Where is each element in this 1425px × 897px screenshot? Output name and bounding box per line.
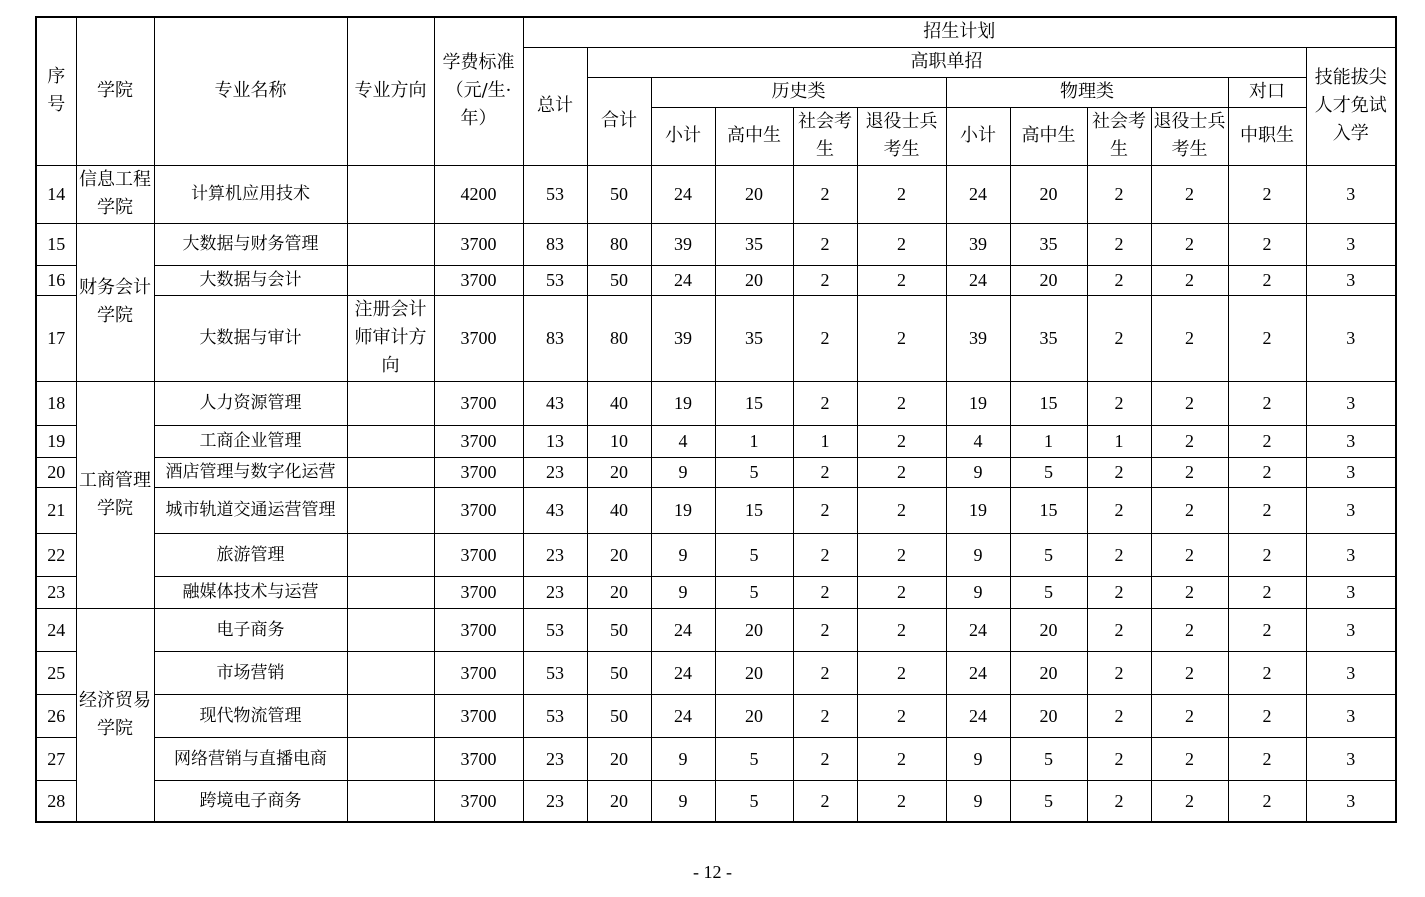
header-physics-subtotal: 小计 (946, 107, 1010, 165)
row-p-vet: 2 (1151, 737, 1228, 780)
header-counterpart: 对口 (1228, 77, 1306, 107)
row-p-soc: 2 (1087, 223, 1151, 265)
row-skill: 3 (1306, 425, 1396, 457)
row-p-soc: 2 (1087, 381, 1151, 425)
row-voc: 2 (1228, 533, 1306, 576)
row-seq: 26 (36, 694, 76, 737)
row-p-sub: 24 (946, 694, 1010, 737)
table-row (36, 457, 1396, 487)
row-h-vet: 2 (857, 694, 946, 737)
header-vocational: 中职生 (1228, 107, 1306, 165)
row-h-vet: 2 (857, 425, 946, 457)
row-direction (347, 651, 434, 694)
row-direction (347, 223, 434, 265)
row-major: 现代物流管理 (154, 694, 347, 737)
row-h-vet: 2 (857, 381, 946, 425)
header-plan: 招生计划 (523, 17, 1396, 47)
row-voc: 2 (1228, 295, 1306, 381)
row-sum: 40 (587, 381, 651, 425)
header-physics-highschool: 高中生 (1010, 107, 1087, 165)
row-p-vet: 2 (1151, 576, 1228, 608)
row-sum: 50 (587, 694, 651, 737)
row-p-soc: 2 (1087, 694, 1151, 737)
row-seq: 23 (36, 576, 76, 608)
row-p-hs: 35 (1010, 295, 1087, 381)
header-history-highschool: 高中生 (715, 107, 793, 165)
row-fee: 3700 (434, 265, 523, 295)
row-major: 电子商务 (154, 608, 347, 651)
header-history-social: 社会考生 (793, 107, 857, 165)
table-row (36, 165, 1396, 223)
row-direction (347, 694, 434, 737)
row-sum: 50 (587, 651, 651, 694)
row-fee: 3700 (434, 608, 523, 651)
row-h-sub: 24 (651, 165, 715, 223)
row-p-soc: 2 (1087, 457, 1151, 487)
row-fee: 3700 (434, 223, 523, 265)
row-sum: 80 (587, 223, 651, 265)
row-voc: 2 (1228, 576, 1306, 608)
row-h-soc: 1 (793, 425, 857, 457)
table-row (36, 223, 1396, 265)
row-p-sub: 19 (946, 381, 1010, 425)
college-cell: 工商管理学院 (76, 381, 154, 608)
row-h-sub: 24 (651, 608, 715, 651)
row-p-vet: 2 (1151, 381, 1228, 425)
row-h-soc: 2 (793, 576, 857, 608)
header-physics: 物理类 (946, 77, 1228, 107)
row-h-sub: 9 (651, 780, 715, 822)
row-fee: 3700 (434, 295, 523, 381)
row-direction (347, 381, 434, 425)
row-h-soc: 2 (793, 295, 857, 381)
row-p-hs: 5 (1010, 780, 1087, 822)
row-major: 人力资源管理 (154, 381, 347, 425)
row-p-vet: 2 (1151, 223, 1228, 265)
table-row (36, 295, 1396, 381)
row-p-soc: 2 (1087, 487, 1151, 533)
row-fee: 3700 (434, 780, 523, 822)
row-total: 13 (523, 425, 587, 457)
row-total: 23 (523, 457, 587, 487)
row-p-sub: 9 (946, 457, 1010, 487)
row-total: 83 (523, 223, 587, 265)
row-p-sub: 39 (946, 223, 1010, 265)
row-p-vet: 2 (1151, 487, 1228, 533)
row-p-sub: 9 (946, 737, 1010, 780)
row-p-sub: 39 (946, 295, 1010, 381)
row-voc: 2 (1228, 780, 1306, 822)
row-h-soc: 2 (793, 487, 857, 533)
row-p-hs: 5 (1010, 576, 1087, 608)
row-p-vet: 2 (1151, 780, 1228, 822)
row-h-soc: 2 (793, 223, 857, 265)
row-sum: 50 (587, 608, 651, 651)
row-p-hs: 20 (1010, 165, 1087, 223)
row-h-vet: 2 (857, 533, 946, 576)
header-total: 总计 (523, 47, 587, 165)
row-p-vet: 2 (1151, 265, 1228, 295)
row-total: 53 (523, 608, 587, 651)
row-h-vet: 2 (857, 608, 946, 651)
row-seq: 27 (36, 737, 76, 780)
row-h-vet: 2 (857, 651, 946, 694)
row-h-sub: 24 (651, 265, 715, 295)
row-major: 城市轨道交通运营管理 (154, 487, 347, 533)
row-h-sub: 39 (651, 295, 715, 381)
row-h-soc: 2 (793, 265, 857, 295)
table-row (36, 533, 1396, 576)
row-fee: 3700 (434, 651, 523, 694)
row-major: 大数据与财务管理 (154, 223, 347, 265)
row-h-sub: 24 (651, 694, 715, 737)
college-cell: 信息工程学院 (76, 165, 154, 223)
row-h-vet: 2 (857, 780, 946, 822)
row-p-soc: 2 (1087, 533, 1151, 576)
row-p-sub: 19 (946, 487, 1010, 533)
college-cell: 财务会计学院 (76, 223, 154, 381)
row-fee: 3700 (434, 694, 523, 737)
row-p-hs: 1 (1010, 425, 1087, 457)
row-skill: 3 (1306, 780, 1396, 822)
row-voc: 2 (1228, 265, 1306, 295)
page-number: - 12 - (693, 862, 732, 882)
row-total: 23 (523, 533, 587, 576)
row-total: 53 (523, 265, 587, 295)
header-college: 学院 (76, 17, 154, 165)
row-h-vet: 2 (857, 737, 946, 780)
row-direction (347, 457, 434, 487)
row-p-vet: 2 (1151, 651, 1228, 694)
row-major: 工商企业管理 (154, 425, 347, 457)
row-h-hs: 20 (715, 608, 793, 651)
college-cell: 经济贸易学院 (76, 608, 154, 822)
row-p-vet: 2 (1151, 295, 1228, 381)
row-h-hs: 20 (715, 265, 793, 295)
row-direction (347, 576, 434, 608)
row-p-hs: 20 (1010, 694, 1087, 737)
row-p-sub: 24 (946, 608, 1010, 651)
row-major: 大数据与审计 (154, 295, 347, 381)
row-p-sub: 24 (946, 165, 1010, 223)
row-sum: 50 (587, 165, 651, 223)
row-h-vet: 2 (857, 576, 946, 608)
row-fee: 3700 (434, 381, 523, 425)
row-h-sub: 19 (651, 487, 715, 533)
row-direction: 注册会计师审计方向 (347, 295, 434, 381)
row-fee: 4200 (434, 165, 523, 223)
row-p-vet: 2 (1151, 533, 1228, 576)
row-h-hs: 5 (715, 780, 793, 822)
row-direction (347, 425, 434, 457)
row-h-sub: 9 (651, 576, 715, 608)
row-direction (347, 165, 434, 223)
row-seq: 28 (36, 780, 76, 822)
header-physics-veteran: 退役士兵考生 (1151, 107, 1228, 165)
row-h-vet: 2 (857, 265, 946, 295)
row-sum: 20 (587, 780, 651, 822)
row-h-hs: 15 (715, 381, 793, 425)
row-skill: 3 (1306, 457, 1396, 487)
row-seq: 19 (36, 425, 76, 457)
row-voc: 2 (1228, 457, 1306, 487)
row-h-soc: 2 (793, 381, 857, 425)
header-history-subtotal: 小计 (651, 107, 715, 165)
row-seq: 22 (36, 533, 76, 576)
row-p-sub: 9 (946, 533, 1010, 576)
row-sum: 20 (587, 576, 651, 608)
row-voc: 2 (1228, 487, 1306, 533)
row-p-soc: 2 (1087, 737, 1151, 780)
row-skill: 3 (1306, 295, 1396, 381)
row-direction (347, 608, 434, 651)
row-voc: 2 (1228, 737, 1306, 780)
header-fee: 学费标准（元/生·年） (434, 17, 523, 165)
row-h-soc: 2 (793, 651, 857, 694)
row-h-soc: 2 (793, 608, 857, 651)
row-p-vet: 2 (1151, 425, 1228, 457)
row-skill: 3 (1306, 487, 1396, 533)
row-h-hs: 5 (715, 576, 793, 608)
table-row (36, 381, 1396, 425)
table-row (36, 780, 1396, 822)
row-voc: 2 (1228, 165, 1306, 223)
header-single-admission: 高职单招 (587, 47, 1306, 77)
row-seq: 21 (36, 487, 76, 533)
row-major: 网络营销与直播电商 (154, 737, 347, 780)
row-h-hs: 1 (715, 425, 793, 457)
row-p-sub: 24 (946, 265, 1010, 295)
row-skill: 3 (1306, 576, 1396, 608)
row-total: 23 (523, 780, 587, 822)
row-h-soc: 2 (793, 165, 857, 223)
table-row (36, 576, 1396, 608)
row-h-vet: 2 (857, 223, 946, 265)
row-h-hs: 35 (715, 295, 793, 381)
table-row (36, 425, 1396, 457)
row-direction (347, 737, 434, 780)
table-row (36, 265, 1396, 295)
row-voc: 2 (1228, 651, 1306, 694)
header-major: 专业名称 (154, 17, 347, 165)
row-p-vet: 2 (1151, 608, 1228, 651)
row-p-sub: 4 (946, 425, 1010, 457)
row-direction (347, 487, 434, 533)
row-sum: 20 (587, 533, 651, 576)
header-sum: 合计 (587, 77, 651, 165)
row-h-sub: 4 (651, 425, 715, 457)
row-p-soc: 2 (1087, 265, 1151, 295)
row-seq: 15 (36, 223, 76, 265)
row-skill: 3 (1306, 694, 1396, 737)
row-major: 旅游管理 (154, 533, 347, 576)
row-major: 大数据与会计 (154, 265, 347, 295)
row-p-hs: 20 (1010, 608, 1087, 651)
row-direction (347, 780, 434, 822)
row-voc: 2 (1228, 694, 1306, 737)
row-p-soc: 1 (1087, 425, 1151, 457)
row-p-vet: 2 (1151, 165, 1228, 223)
row-total: 53 (523, 165, 587, 223)
row-h-sub: 19 (651, 381, 715, 425)
row-major: 融媒体技术与运营 (154, 576, 347, 608)
row-fee: 3700 (434, 737, 523, 780)
row-skill: 3 (1306, 223, 1396, 265)
row-p-hs: 15 (1010, 381, 1087, 425)
row-major: 跨境电子商务 (154, 780, 347, 822)
row-h-hs: 20 (715, 651, 793, 694)
row-p-hs: 20 (1010, 651, 1087, 694)
row-seq: 14 (36, 165, 76, 223)
row-h-soc: 2 (793, 780, 857, 822)
row-p-hs: 35 (1010, 223, 1087, 265)
row-major: 计算机应用技术 (154, 165, 347, 223)
row-h-hs: 20 (715, 165, 793, 223)
header-physics-social: 社会考生 (1087, 107, 1151, 165)
row-total: 83 (523, 295, 587, 381)
row-h-vet: 2 (857, 165, 946, 223)
row-voc: 2 (1228, 381, 1306, 425)
table-row (36, 608, 1396, 651)
row-direction (347, 265, 434, 295)
row-h-soc: 2 (793, 694, 857, 737)
row-seq: 20 (36, 457, 76, 487)
row-sum: 10 (587, 425, 651, 457)
row-p-soc: 2 (1087, 651, 1151, 694)
row-seq: 25 (36, 651, 76, 694)
row-p-soc: 2 (1087, 165, 1151, 223)
row-seq: 24 (36, 608, 76, 651)
row-major: 酒店管理与数字化运营 (154, 457, 347, 487)
row-p-hs: 5 (1010, 533, 1087, 576)
row-p-vet: 2 (1151, 457, 1228, 487)
row-h-hs: 5 (715, 457, 793, 487)
row-h-soc: 2 (793, 737, 857, 780)
row-major: 市场营销 (154, 651, 347, 694)
row-total: 23 (523, 576, 587, 608)
row-sum: 40 (587, 487, 651, 533)
row-h-sub: 9 (651, 533, 715, 576)
row-voc: 2 (1228, 425, 1306, 457)
row-h-sub: 24 (651, 651, 715, 694)
row-seq: 18 (36, 381, 76, 425)
row-h-hs: 5 (715, 737, 793, 780)
row-voc: 2 (1228, 223, 1306, 265)
row-h-vet: 2 (857, 457, 946, 487)
row-seq: 17 (36, 295, 76, 381)
row-h-hs: 15 (715, 487, 793, 533)
row-total: 53 (523, 651, 587, 694)
row-p-sub: 9 (946, 780, 1010, 822)
table-row (36, 651, 1396, 694)
row-skill: 3 (1306, 165, 1396, 223)
row-h-sub: 39 (651, 223, 715, 265)
row-fee: 3700 (434, 487, 523, 533)
row-h-sub: 9 (651, 457, 715, 487)
row-h-vet: 2 (857, 295, 946, 381)
row-voc: 2 (1228, 608, 1306, 651)
header-history-veteran: 退役士兵考生 (857, 107, 946, 165)
row-sum: 20 (587, 457, 651, 487)
header-seq: 序号 (36, 17, 76, 165)
table-row (36, 694, 1396, 737)
row-total: 43 (523, 487, 587, 533)
row-sum: 20 (587, 737, 651, 780)
row-p-soc: 2 (1087, 780, 1151, 822)
row-h-hs: 20 (715, 694, 793, 737)
row-h-hs: 5 (715, 533, 793, 576)
row-total: 43 (523, 381, 587, 425)
header-history: 历史类 (651, 77, 946, 107)
enrollment-plan-table (35, 16, 1397, 823)
row-skill: 3 (1306, 608, 1396, 651)
row-p-vet: 2 (1151, 694, 1228, 737)
row-skill: 3 (1306, 651, 1396, 694)
row-p-sub: 9 (946, 576, 1010, 608)
row-total: 23 (523, 737, 587, 780)
row-skill: 3 (1306, 737, 1396, 780)
row-p-hs: 20 (1010, 265, 1087, 295)
row-h-sub: 9 (651, 737, 715, 780)
row-p-soc: 2 (1087, 608, 1151, 651)
row-p-hs: 5 (1010, 737, 1087, 780)
row-h-soc: 2 (793, 457, 857, 487)
row-fee: 3700 (434, 457, 523, 487)
row-skill: 3 (1306, 265, 1396, 295)
row-seq: 16 (36, 265, 76, 295)
header-skill: 技能拔尖人才免试入学 (1306, 47, 1396, 165)
row-sum: 80 (587, 295, 651, 381)
header-direction: 专业方向 (347, 17, 434, 165)
row-fee: 3700 (434, 576, 523, 608)
row-sum: 50 (587, 265, 651, 295)
row-direction (347, 533, 434, 576)
row-p-hs: 5 (1010, 457, 1087, 487)
row-p-sub: 24 (946, 651, 1010, 694)
row-p-hs: 15 (1010, 487, 1087, 533)
row-fee: 3700 (434, 425, 523, 457)
row-fee: 3700 (434, 533, 523, 576)
row-p-soc: 2 (1087, 576, 1151, 608)
row-total: 53 (523, 694, 587, 737)
row-skill: 3 (1306, 381, 1396, 425)
table-row (36, 487, 1396, 533)
row-h-hs: 35 (715, 223, 793, 265)
row-p-soc: 2 (1087, 295, 1151, 381)
table-row (36, 737, 1396, 780)
row-h-vet: 2 (857, 487, 946, 533)
row-skill: 3 (1306, 533, 1396, 576)
row-h-soc: 2 (793, 533, 857, 576)
